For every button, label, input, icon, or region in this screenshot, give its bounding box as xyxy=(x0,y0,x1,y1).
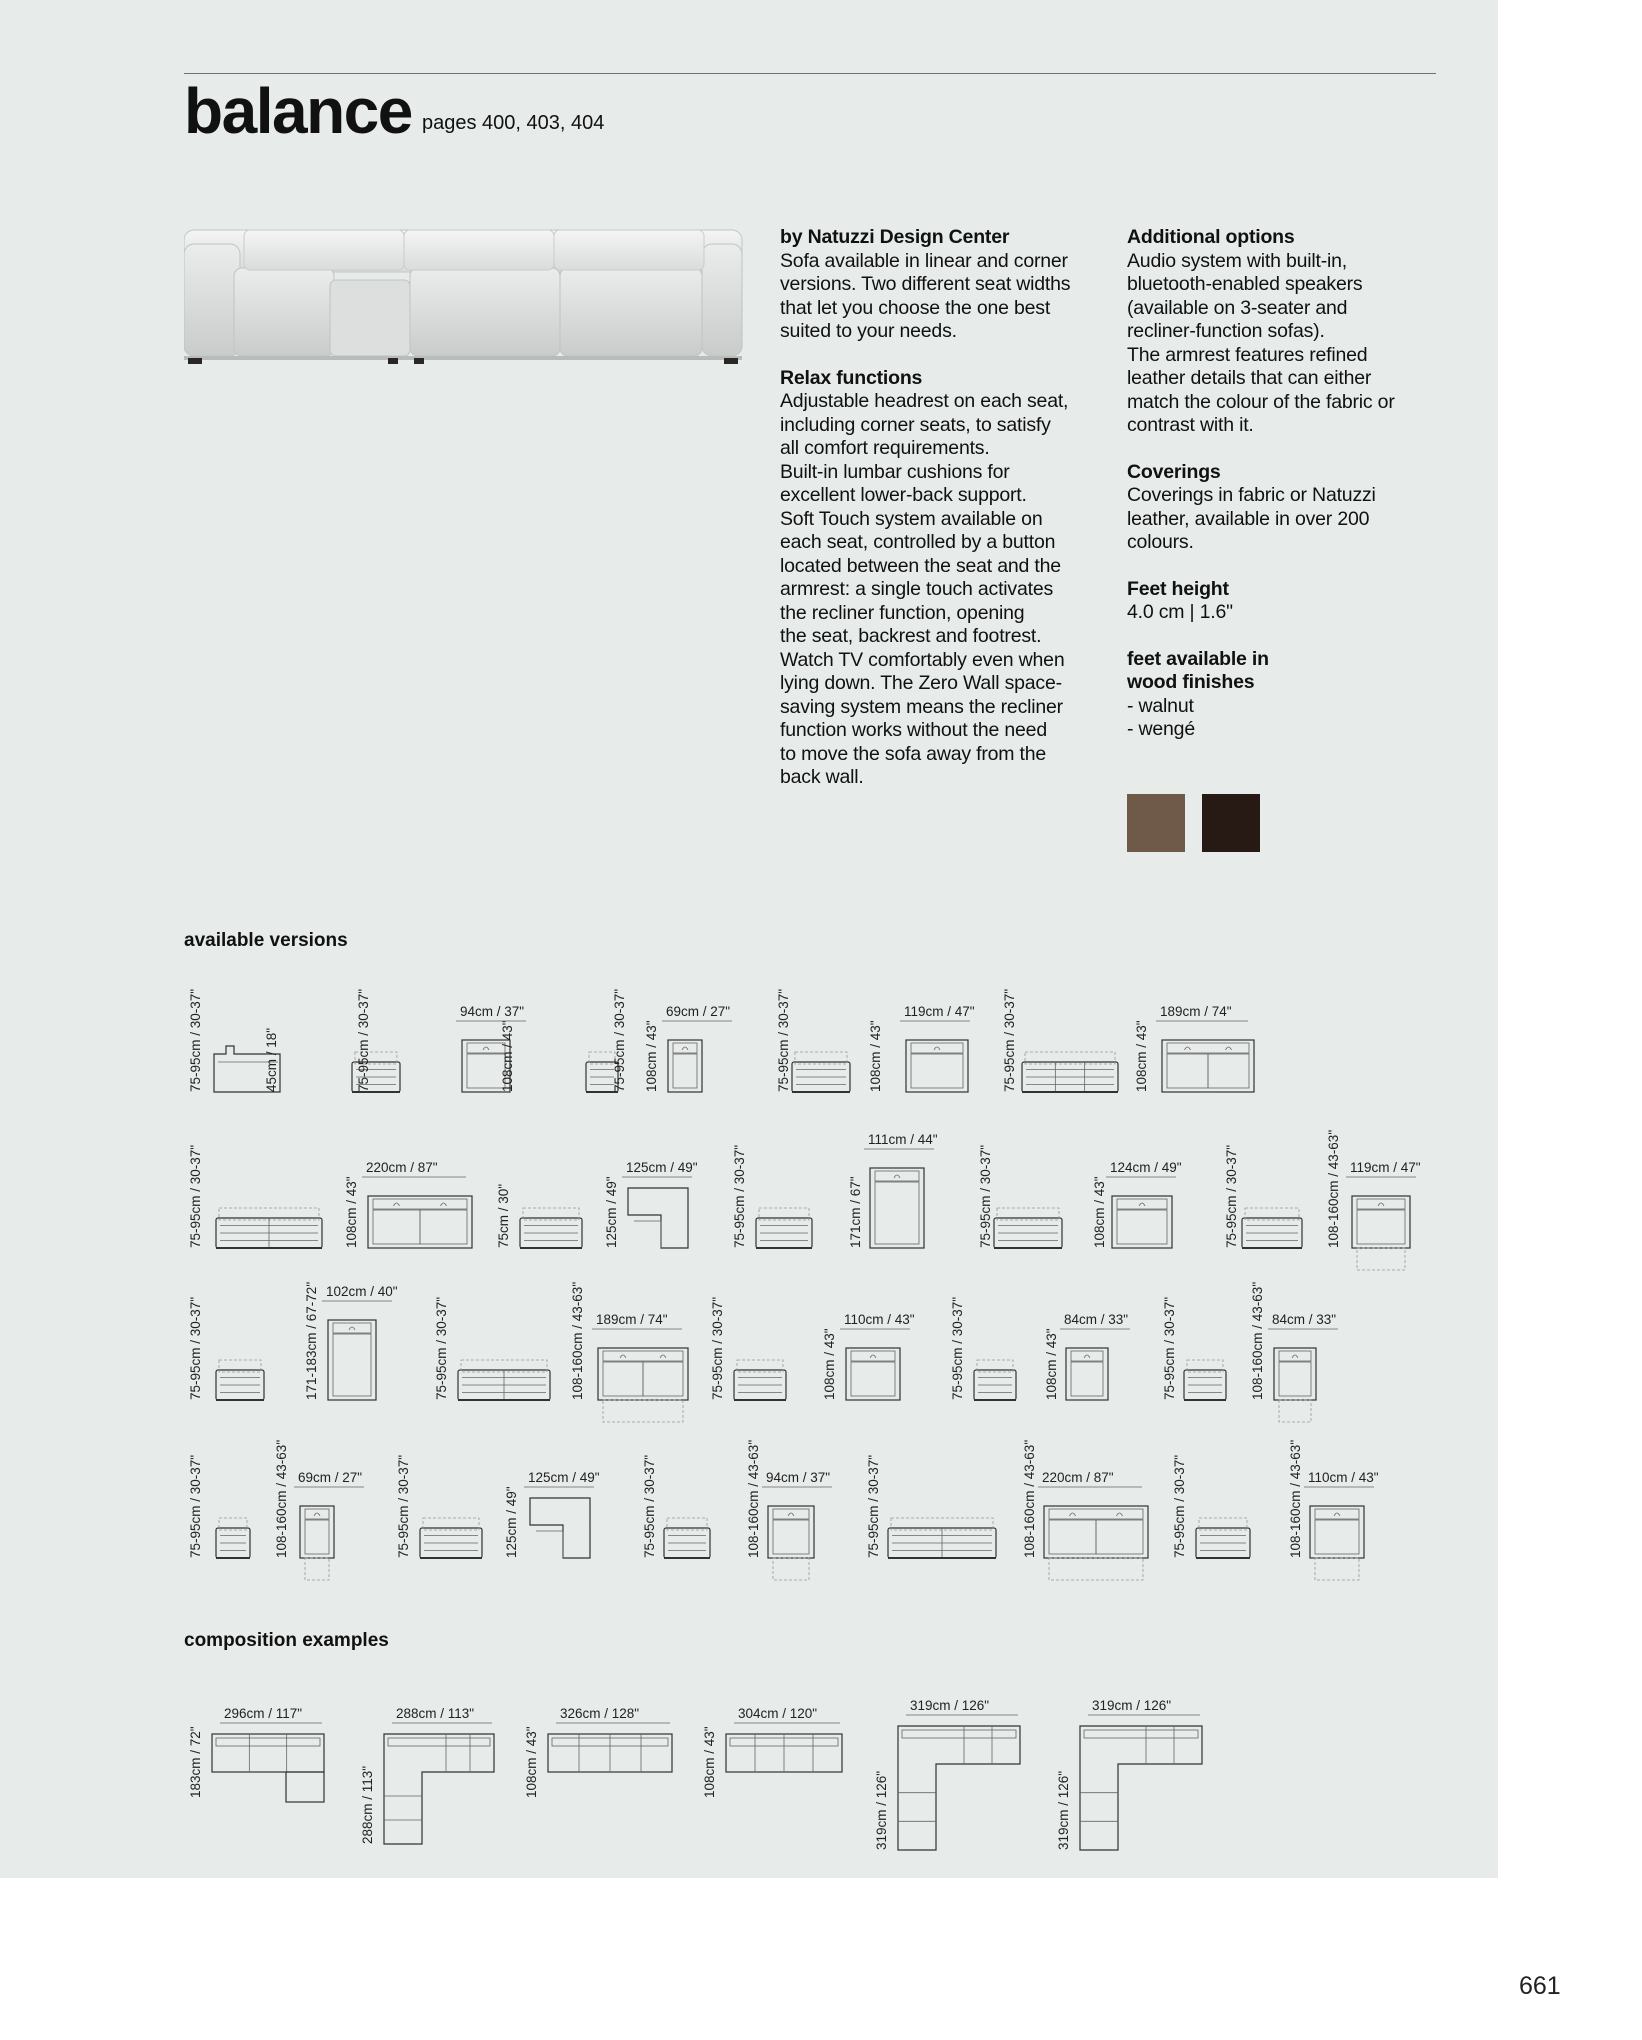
height-dimension: 75-95cm / 30-37" xyxy=(434,1296,449,1400)
text-line: to move the sofa away from the xyxy=(780,742,1047,765)
front-elevation xyxy=(1242,1208,1302,1248)
plan-view xyxy=(1310,1506,1364,1580)
width-dimension: 119cm / 47" xyxy=(1350,1160,1421,1175)
front-elevation xyxy=(974,1360,1016,1400)
text-line: - walnut xyxy=(1127,694,1194,717)
height-dimension: 171-183cm / 67-72" xyxy=(304,1281,319,1400)
height-dimension: 108cm / 43" xyxy=(1092,1176,1107,1248)
plan-view xyxy=(598,1348,688,1422)
height-dimension: 75-95cm / 30-37" xyxy=(396,1454,411,1558)
composition-plan xyxy=(384,1734,494,1844)
front-elevation xyxy=(756,1208,812,1248)
composition-depth: 108cm / 43" xyxy=(524,1726,539,1798)
text-line: Built-in lumbar cushions for xyxy=(780,460,1010,483)
text-line: leather, available in over 200 xyxy=(1127,507,1370,530)
composition-plan xyxy=(898,1726,1020,1850)
height-dimension: 75-95cm / 30-37" xyxy=(866,1454,881,1558)
text-line: Audio system with built-in, xyxy=(1127,249,1348,272)
text-line: that let you choose the one best xyxy=(780,296,1051,319)
width-dimension: 84cm / 33" xyxy=(1064,1312,1129,1327)
width-dimension: 102cm / 40" xyxy=(326,1284,398,1299)
width-dimension: 84cm / 33" xyxy=(1272,1312,1337,1327)
text-line: contrast with it. xyxy=(1127,414,1254,436)
feet-finishes-heading: wood finishes xyxy=(1127,671,1255,693)
height-dimension: 108cm / 43" xyxy=(868,1020,883,1092)
width-dimension: 110cm / 43" xyxy=(1308,1470,1379,1485)
designer-heading: by Natuzzi Design Center xyxy=(780,226,1010,248)
composition-width: 296cm / 117" xyxy=(224,1706,303,1721)
width-dimension: 110cm / 43" xyxy=(844,1312,915,1327)
height-dimension: 108-160cm / 43-63" xyxy=(1250,1281,1265,1400)
text-line: - wengé xyxy=(1127,718,1195,740)
width-dimension: 111cm / 44" xyxy=(868,1132,938,1147)
plan-view xyxy=(1352,1196,1410,1270)
height-dimension: 75-95cm / 30-37" xyxy=(188,1454,203,1558)
front-elevation xyxy=(1184,1360,1226,1400)
front-elevation xyxy=(994,1208,1062,1248)
height-dimension: 75-95cm / 30-37" xyxy=(1002,988,1017,1092)
height-dimension: 75-95cm / 30-37" xyxy=(1172,1454,1187,1558)
pages-reference: pages 400, 403, 404 xyxy=(422,112,605,134)
height-dimension: 75-95cm / 30-37" xyxy=(1162,1296,1177,1400)
composition-plan xyxy=(1080,1726,1202,1850)
width-dimension: 69cm / 27" xyxy=(666,1004,731,1019)
height-dimension: 75-95cm / 30-37" xyxy=(642,1454,657,1558)
height-dimension: 108-160cm / 43-63" xyxy=(570,1281,585,1400)
composition-width: 319cm / 126" xyxy=(1092,1698,1172,1713)
versions-heading: available versions xyxy=(184,930,348,951)
front-elevation xyxy=(792,1052,850,1092)
height-dimension: 108-160cm / 43-63" xyxy=(1326,1129,1341,1248)
height-dimension: 108-160cm / 43-63" xyxy=(1288,1439,1303,1558)
text-line: function works without the need xyxy=(780,719,1047,741)
composition-width: 319cm / 126" xyxy=(910,1698,990,1713)
text-line: leather details that can either xyxy=(1127,367,1372,389)
height-dimension: 108cm / 43" xyxy=(344,1176,359,1248)
plan-view xyxy=(906,1040,968,1092)
text-line: Soft Touch system available on xyxy=(780,507,1043,530)
height-dimension: 75-95cm / 30-37" xyxy=(1224,1144,1239,1248)
text-line: Sofa available in linear and corner xyxy=(780,249,1068,272)
plan-view xyxy=(870,1168,924,1248)
composition-depth: 108cm / 43" xyxy=(702,1726,717,1798)
width-dimension: 189cm / 74" xyxy=(596,1312,668,1327)
composition-depth: 319cm / 126" xyxy=(1056,1770,1071,1850)
plan-view xyxy=(1162,1040,1254,1092)
relax-heading: Relax functions xyxy=(780,366,923,389)
text-line: recliner-function sofas). xyxy=(1127,320,1325,342)
height-dimension: 75-95cm / 30-37" xyxy=(978,1144,993,1248)
height-dimension: 108cm / 43" xyxy=(644,1020,659,1092)
text-line: the seat, backrest and footrest. xyxy=(780,625,1042,647)
plan-view xyxy=(1066,1348,1108,1400)
product-title: balance xyxy=(184,75,412,147)
height-dimension: 75-95cm / 30-37" xyxy=(950,1296,965,1400)
height-dimension: 75cm / 30" xyxy=(496,1183,511,1248)
height-dimension: 125cm / 49" xyxy=(604,1176,619,1248)
front-elevation xyxy=(216,1208,322,1248)
composition-width: 326cm / 128" xyxy=(560,1706,640,1721)
height-dimension: 171cm / 67" xyxy=(848,1176,863,1248)
height-dimension: 108cm / 43" xyxy=(1134,1020,1149,1092)
text-line: Coverings in fabric or Natuzzi xyxy=(1127,484,1376,506)
height-dimension: 108-160cm / 43-63" xyxy=(1022,1439,1037,1558)
front-elevation xyxy=(216,1360,264,1400)
composition-width: 288cm / 113" xyxy=(396,1706,475,1721)
options-heading: Additional options xyxy=(1127,226,1295,248)
width-dimension: 125cm / 49" xyxy=(528,1470,600,1485)
composition-plan xyxy=(548,1734,672,1772)
plan-view xyxy=(368,1196,472,1248)
height-dimension: 75-95cm / 30-37" xyxy=(776,988,791,1092)
text-line: each seat, controlled by a button xyxy=(780,531,1056,553)
front-elevation xyxy=(520,1208,582,1248)
plan-view xyxy=(846,1348,900,1400)
composition-plan xyxy=(212,1734,324,1802)
text-line: suited to your needs. xyxy=(780,320,957,342)
width-dimension: 189cm / 74" xyxy=(1160,1004,1232,1019)
height-dimension: 75-95cm / 30-37" xyxy=(188,988,203,1092)
width-dimension: 125cm / 49" xyxy=(626,1160,698,1175)
front-elevation xyxy=(1196,1518,1250,1558)
height-dimension: 75-95cm / 30-37" xyxy=(732,1144,747,1248)
plan-view xyxy=(668,1040,702,1092)
front-elevation xyxy=(216,1518,250,1558)
text-line: excellent lower-back support. xyxy=(780,484,1027,506)
width-dimension: 69cm / 27" xyxy=(298,1470,363,1485)
composition-depth: 183cm / 72" xyxy=(188,1726,203,1798)
feet-height-heading: Feet height xyxy=(1127,577,1229,600)
text-line: located between the seat and the xyxy=(780,554,1061,577)
width-dimension: 220cm / 87" xyxy=(366,1160,438,1175)
front-elevation xyxy=(458,1360,550,1400)
width-dimension: 119cm / 47" xyxy=(904,1004,975,1019)
text-line: (available on 3-seater and xyxy=(1127,296,1348,319)
composition-width: 304cm / 120" xyxy=(738,1706,818,1721)
composition-depth: 288cm / 113" xyxy=(360,1765,375,1844)
plan-view xyxy=(300,1506,334,1580)
plan-view xyxy=(768,1506,814,1580)
corner-plan xyxy=(628,1188,688,1248)
composition-depth: 319cm / 126" xyxy=(874,1770,889,1850)
width-dimension: 220cm / 87" xyxy=(1042,1470,1114,1485)
text-line: Adjustable headrest on each seat, xyxy=(780,390,1069,412)
text-line: armrest: a single touch activates xyxy=(780,578,1054,600)
front-elevation xyxy=(1022,1052,1118,1092)
width-dimension: 124cm / 49" xyxy=(1110,1160,1182,1175)
text-line: colours. xyxy=(1127,531,1194,553)
plan-view xyxy=(1112,1196,1172,1248)
compositions-heading: composition examples xyxy=(184,1630,389,1651)
seat-height-dimension: 45cm / 18" xyxy=(264,1027,279,1092)
page-number: 661 xyxy=(1519,1972,1561,2000)
height-dimension: 125cm / 49" xyxy=(504,1486,519,1558)
text-line: lying down. The Zero Wall space- xyxy=(780,672,1062,694)
height-dimension: 108cm / 43" xyxy=(1044,1328,1059,1400)
front-elevation xyxy=(888,1518,996,1558)
text-line: including corner seats, to satisfy xyxy=(780,413,1051,436)
height-dimension: 108-160cm / 43-63" xyxy=(274,1439,289,1558)
text-line: saving system means the recliner xyxy=(780,695,1063,718)
text-line: 4.0 cm | 1.6" xyxy=(1127,601,1233,623)
plan-view xyxy=(1044,1506,1148,1580)
height-dimension: 108cm / 43" xyxy=(822,1328,837,1400)
corner-plan xyxy=(530,1498,590,1558)
width-dimension: 94cm / 37" xyxy=(766,1470,831,1485)
height-dimension: 75-95cm / 30-37" xyxy=(710,1296,725,1400)
feet-finishes-heading: feet available in xyxy=(1127,647,1269,670)
front-elevation xyxy=(664,1518,710,1558)
front-elevation xyxy=(734,1360,786,1400)
height-dimension: 75-95cm / 30-37" xyxy=(612,988,627,1092)
width-dimension: 94cm / 37" xyxy=(460,1004,525,1019)
height-dimension: 75-95cm / 30-37" xyxy=(188,1144,203,1248)
plan-view xyxy=(328,1320,376,1400)
text-line: versions. Two different seat widths xyxy=(780,273,1071,295)
text-line: Watch TV comfortably even when xyxy=(780,648,1065,671)
text-line: the recliner function, opening xyxy=(780,601,1025,624)
height-dimension: 108-160cm / 43-63" xyxy=(746,1439,761,1558)
height-dimension: 75-95cm / 30-37" xyxy=(356,988,371,1092)
text-line: The armrest features refined xyxy=(1127,343,1368,366)
text-line: all comfort requirements. xyxy=(780,437,990,459)
text-line: match the colour of the fabric or xyxy=(1127,390,1395,413)
front-elevation xyxy=(420,1518,482,1558)
composition-plan xyxy=(726,1734,842,1772)
height-dimension: 108cm / 43" xyxy=(500,1020,515,1092)
plan-view xyxy=(1274,1348,1316,1422)
text-line: back wall. xyxy=(780,766,864,788)
text-line: bluetooth-enabled speakers xyxy=(1127,273,1363,295)
height-dimension: 75-95cm / 30-37" xyxy=(188,1296,203,1400)
coverings-heading: Coverings xyxy=(1127,460,1221,483)
